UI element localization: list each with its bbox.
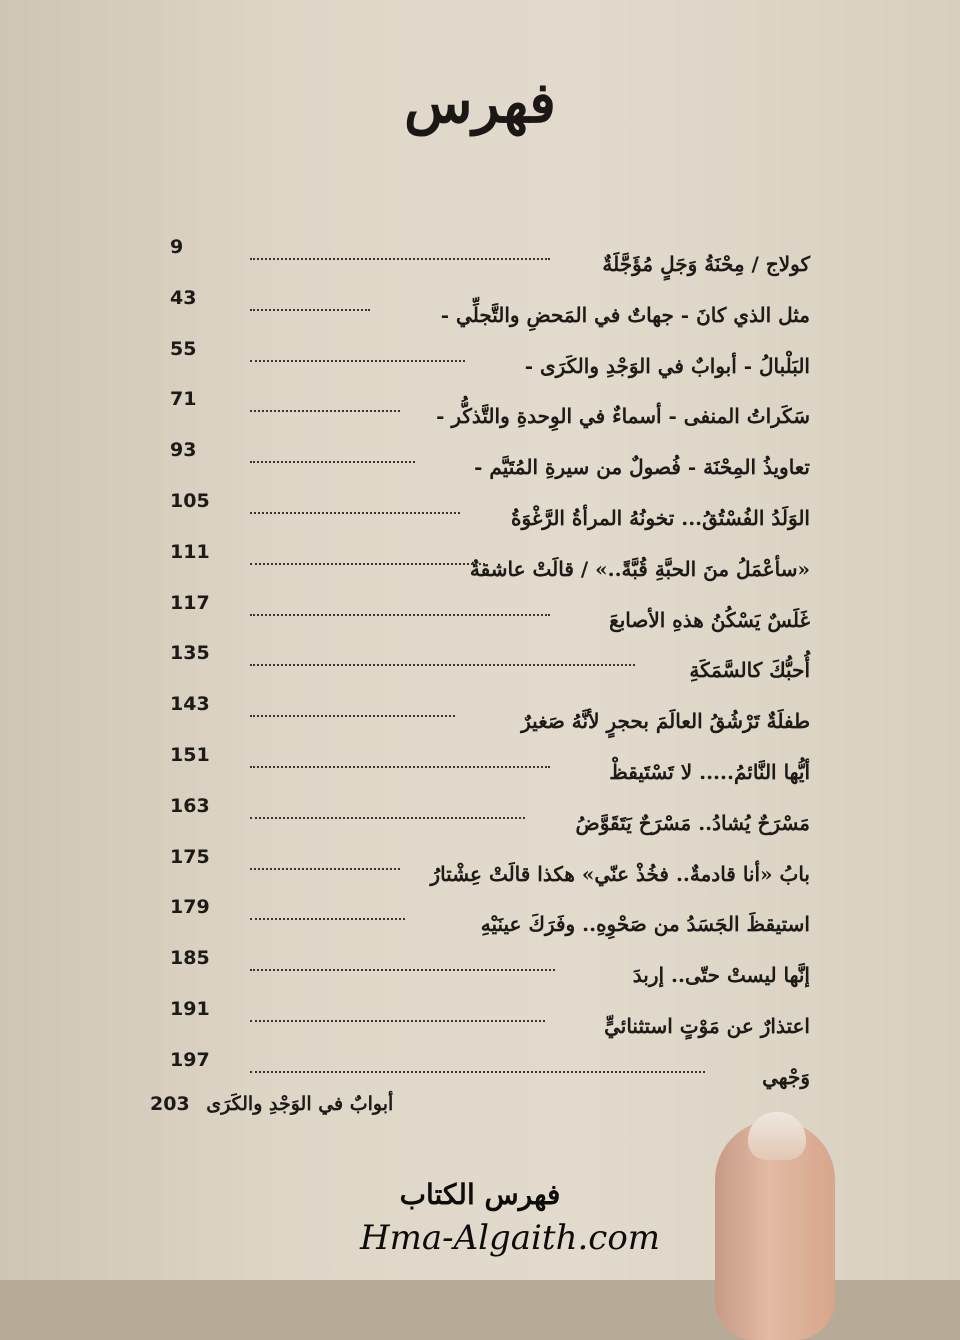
toc-entry-title: البَلْبالُ - أبوابٌ في الوَجْدِ والكَرَى - <box>524 353 810 378</box>
toc-entry-page: 105 <box>170 489 210 512</box>
toc-entry-title: الوَلَدُ الفُسْتُقُ... تخونُهُ المرأةُ الرَّغْوَةُ <box>511 505 810 530</box>
toc-dot-leader <box>250 868 400 870</box>
toc-entry <box>170 586 810 637</box>
toc-entry-title: اعتذارٌ عن مَوْتٍ استثنائيٍّ <box>604 1013 810 1038</box>
toc-entry-page: 93 <box>170 439 197 462</box>
toc-entry <box>170 840 810 891</box>
toc-entry <box>170 230 810 281</box>
toc-entry-title: تعاويذُ المِحْنَة - فُصولٌ من سيرةِ المُتَيَّم - <box>474 455 810 480</box>
toc-entry-page: 117 <box>170 591 210 614</box>
toc-entry-page: 55 <box>170 337 197 360</box>
toc-entry-page: 175 <box>170 845 210 868</box>
toc-dot-leader <box>250 512 460 514</box>
toc-entry <box>170 535 810 586</box>
toc-entry-title: مَسْرَحٌ يُشادُ.. مَسْرَحٌ يَتَقَوَّضُ <box>575 810 810 835</box>
toc-dot-leader <box>250 664 635 666</box>
page-title: فهرس <box>404 70 556 136</box>
thumb-nail <box>748 1112 806 1160</box>
toc-dot-leader <box>250 715 455 717</box>
toc-entry-page: 191 <box>170 997 210 1020</box>
page-footer <box>150 1093 393 1115</box>
toc-entry-title: إنَّها ليستْ حتّى.. إربدَ <box>632 963 810 988</box>
toc-entry-page: 111 <box>170 540 210 563</box>
toc-dot-leader <box>250 918 405 920</box>
toc-entry-title: أيُّها النَّائمُ..... لا تَسْتَيقظْ <box>609 759 810 784</box>
toc-dot-leader <box>250 461 415 463</box>
toc-entry <box>170 992 810 1043</box>
toc-entry-page: 9 <box>170 236 184 258</box>
toc-entry <box>170 941 810 992</box>
watermark-label: فهرس الكتاب <box>399 1178 561 1211</box>
toc-entry-title: سَكَراتُ المنفى - أسماءٌ في الوِحدةِ والتَّذكُّر - <box>436 404 810 429</box>
toc-dot-leader <box>250 258 550 260</box>
toc-entry-title: أُحبُّكَ كالسَّمَكَةِ <box>689 658 810 683</box>
toc-entry-page: 43 <box>170 286 197 309</box>
toc-entry-page: 151 <box>170 743 210 766</box>
toc-entry <box>170 382 810 433</box>
toc-entry-page: 163 <box>170 794 210 817</box>
toc-entry-title: كولاج / مِحْنَةُ وَجَلٍ مُؤَجَّلَةٌ <box>602 252 810 276</box>
toc-dot-leader <box>250 410 400 412</box>
toc-dot-leader <box>250 563 485 565</box>
toc-entry-page: 71 <box>170 388 197 411</box>
toc-entry-title: غَلَسٌ يَسْكُنُ هذهِ الأصابعَ <box>609 607 810 632</box>
watermark-site: Hma-Algaith.com <box>359 1218 661 1258</box>
toc-dot-leader <box>250 360 465 362</box>
toc-entry-page: 197 <box>170 1048 210 1071</box>
toc-entry <box>170 332 810 383</box>
toc-entry <box>170 636 810 687</box>
footer-page-number: 203 <box>150 1093 190 1115</box>
toc-entry-page: 185 <box>170 947 210 970</box>
toc-entry <box>170 789 810 840</box>
toc-entry-title: طفلَةٌ تَرْشُقُ العالَمَ بحجرٍ لأنَّهُ صَغيرٌ <box>521 709 810 734</box>
toc-entry-page: 179 <box>170 896 210 919</box>
toc-entry <box>170 890 810 941</box>
footer-book-title: أبوابٌ في الوَجْدِ والكَرَى <box>206 1093 394 1115</box>
toc-entry-page: 143 <box>170 693 210 716</box>
toc-dot-leader <box>250 614 550 616</box>
table-of-contents <box>170 230 810 1094</box>
toc-entry <box>170 1043 810 1094</box>
toc-entry-title: استيقظَ الجَسَدُ من صَحْوِهِ.. وفَرَكَ عينَيْهِ <box>480 912 810 937</box>
toc-dot-leader <box>250 1071 705 1073</box>
toc-entry <box>170 433 810 484</box>
toc-dot-leader <box>250 309 370 311</box>
toc-dot-leader <box>250 766 550 768</box>
toc-entry <box>170 281 810 332</box>
toc-entry-title: وَجْهي <box>762 1064 810 1089</box>
toc-entry <box>170 484 810 535</box>
toc-entry-title: «سأعْمَلُ منَ الحبَّةِ قُبَّةً..» / قالَتْ عاشقةٌ <box>469 556 810 581</box>
toc-entry <box>170 687 810 738</box>
toc-dot-leader <box>250 969 555 971</box>
toc-dot-leader <box>250 817 525 819</box>
toc-entry-title: مثل الذي كانَ - جهاتٌ في المَحضِ والتَّجلِّي - <box>440 302 810 327</box>
toc-entry-title: بابُ «أنا قادمةٌ.. فخُذْ عنّي» هكذا قالَتْ عِشْتارُ <box>430 861 810 886</box>
toc-dot-leader <box>250 1020 545 1022</box>
toc-entry <box>170 738 810 789</box>
toc-entry-page: 135 <box>170 642 210 665</box>
